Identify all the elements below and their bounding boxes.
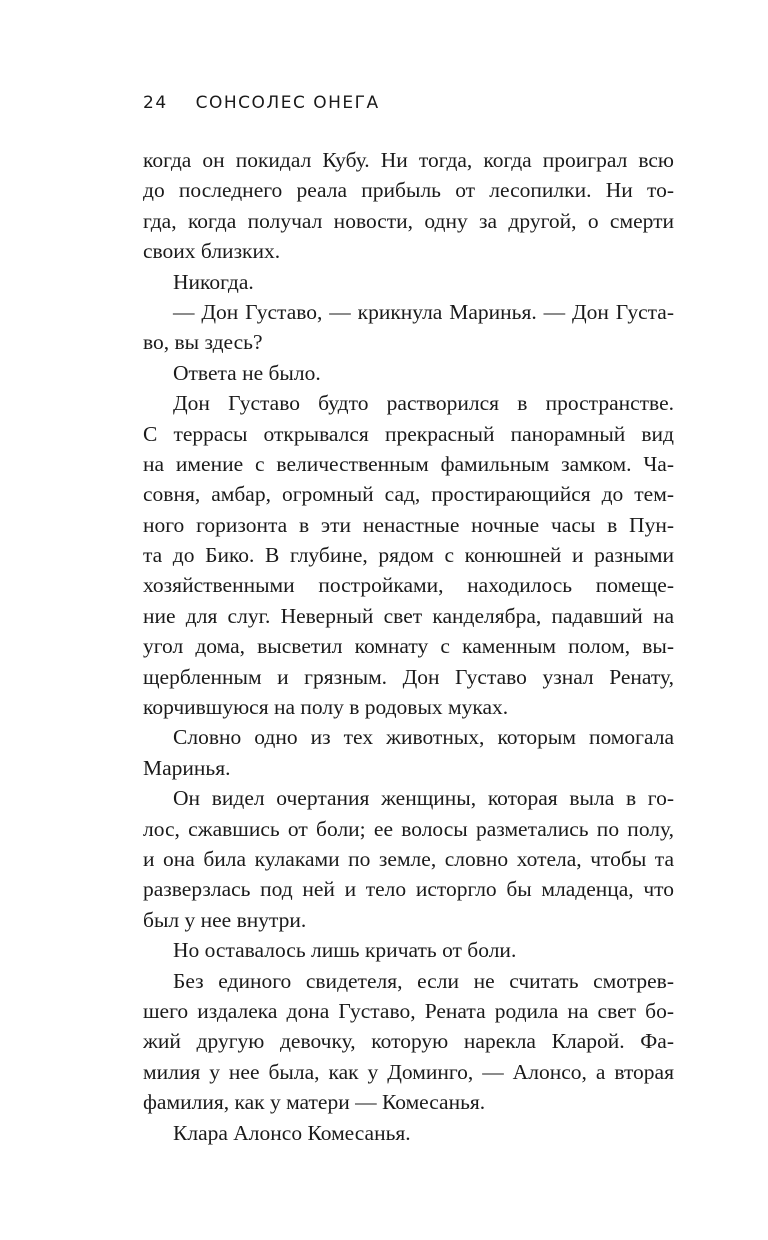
text-line: щербленным и грязным. Дон Густаво узнал Ренату, — [143, 664, 674, 689]
text-line: совня, амбар, огромный сад, простирающийся до тем- — [143, 482, 674, 507]
text-line: ние для слуг. Неверный свет канделябра, падавший на — [143, 603, 674, 628]
running-header — [143, 93, 380, 113]
text-line: фамилия, как у матери — Комесанья. — [143, 1090, 486, 1115]
running-title: СОНСОЛЕС ОНЕГА — [195, 93, 380, 113]
text-line: — Дон Густаво, — крикнула Маринья. — Дон Густа- — [173, 299, 674, 324]
text-line: хозяйственными постройками, находилось помеще- — [143, 573, 674, 598]
text-line: Он видел очертания женщины, которая выла в го- — [173, 786, 674, 811]
text-line: ного горизонта в эти ненастные ночные часы в Пун- — [143, 512, 674, 537]
text-line: и она била кулаками по земле, словно хотела, чтобы та — [143, 846, 674, 871]
text-line: Маринья. — [143, 755, 231, 780]
text-line: во, вы здесь? — [143, 330, 263, 355]
text-line: шего издалека дона Густаво, Рената родила на свет бо- — [143, 998, 674, 1023]
text-line: гда, когда получал новости, одну за другой, о смерти — [143, 208, 674, 233]
page-number: 24 — [143, 93, 168, 113]
text-line: Клара Алонсо Комесанья. — [173, 1120, 411, 1145]
text-line: своих близких. — [143, 239, 281, 264]
text-line: был у нее внутри. — [143, 907, 307, 932]
text-line: Без единого свидетеля, если не считать смотрев- — [173, 968, 674, 993]
text-line: лос, сжавшись от боли; ее волосы разметались по полу, — [143, 816, 674, 841]
text-line: когда он покидал Кубу. Ни тогда, когда проиграл всю — [143, 148, 674, 172]
text-line: разверзлась под ней и тело исторгло бы младенца, что — [143, 877, 674, 902]
text-line: милия у нее была, как у Доминго, — Алонсо, а вторая — [143, 1059, 674, 1084]
text-line: жий другую девочку, которую нарекла Кларой. Фа- — [143, 1029, 674, 1054]
text-line: С террасы открывался прекрасный панорамный вид — [143, 421, 674, 446]
text-line: угол дома, высветил комнату с каменным полом, вы- — [143, 634, 674, 659]
text-line: корчившуюся на полу в родовых муках. — [143, 695, 509, 720]
text-line: Словно одно из тех животных, которым помогала — [173, 725, 674, 750]
body-text — [143, 145, 674, 1148]
text-line: Дон Густаво будто растворился в пространстве. — [173, 391, 674, 416]
text-line: Никогда. — [173, 269, 254, 294]
text-line: на имение с величественным фамильным замком. Ча- — [143, 451, 674, 476]
text-line: Но оставалось лишь кричать от боли. — [173, 938, 517, 963]
text-line: та до Бико. В глубине, рядом с конюшней и разными — [143, 543, 674, 568]
text-line: до последнего реала прибыль от лесопилки. Ни то- — [143, 178, 674, 203]
text-line: Ответа не было. — [173, 360, 321, 385]
